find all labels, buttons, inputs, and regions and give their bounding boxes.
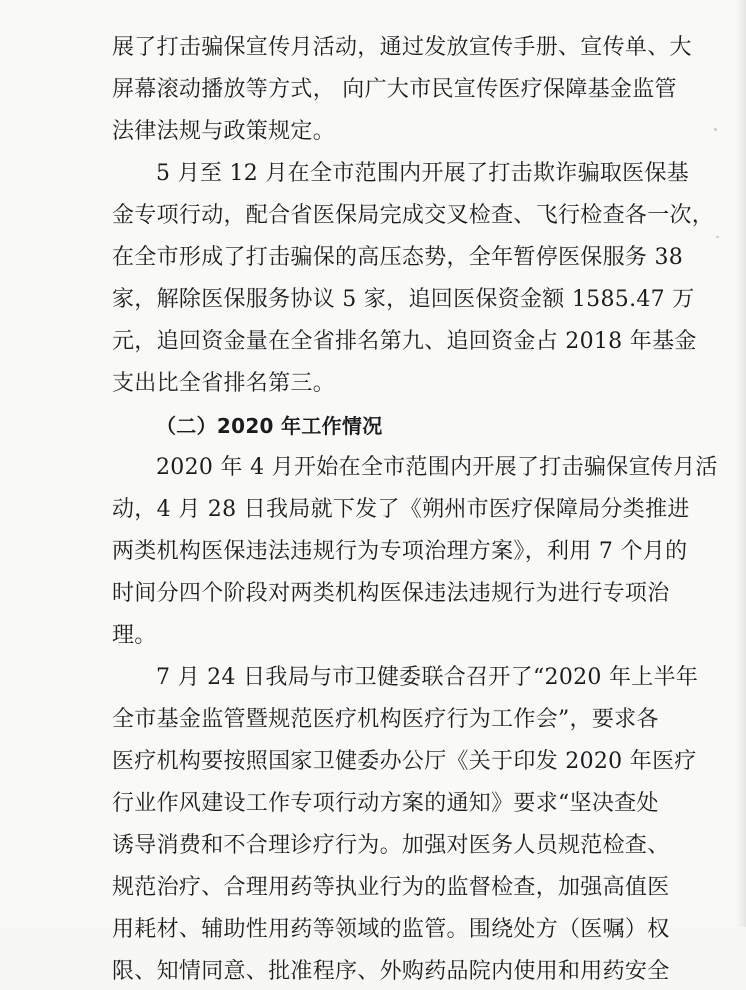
text-line: 行业作风建设工作专项行动方案的通知》要求“坚决查处	[112, 791, 659, 816]
text-line: 2020 年 4 月开始在全市范围内开展了打击骗保宣传月活	[156, 455, 718, 480]
text-line: 规范治疗、合理用药等执业行为的监督检查，加强高值医	[112, 875, 670, 900]
text-line: 时间分四个阶段对两类机构医保违法违规行为进行专项治	[112, 581, 670, 606]
page-edge-shadow	[736, 0, 746, 927]
scan-speck	[716, 236, 719, 238]
text-line: 支出比全省排名第三。	[112, 371, 336, 396]
text-line: 法律法规与政策规定。	[112, 119, 336, 144]
text-line: 诱导消费和不合理诊疗行为。加强对医务人员规范检查、	[112, 833, 670, 858]
text-line: 在全市形成了打击骗保的高压态势，全年暂停医保服务 38	[112, 245, 684, 270]
scan-speck	[714, 128, 717, 131]
text-line: 家，解除医保服务协议 5 家，追回医保资金额 1585.47 万	[112, 287, 695, 312]
text-line: 动，4 月 28 日我局就下发了《朔州市医疗保障局分类推进	[112, 497, 690, 522]
text-line: 限、知情同意、批准程序、外购药品院内使用和用药安全	[112, 959, 670, 984]
text-line: 全市基金监管暨规范医疗机构医疗行为工作会”，要求各	[112, 707, 659, 732]
text-line: 理。	[112, 623, 157, 648]
text-line: 元，追回资金量在全省排名第九、追回资金占 2018 年基金	[112, 329, 697, 354]
text-line: 屏幕滚动播放等方式， 向广大市民宣传医疗保障基金监管	[112, 77, 677, 102]
text-line: 用耗材、辅助性用药等领域的监管。围绕处方（医嘱）权	[112, 917, 670, 942]
text-line: 7 月 24 日我局与市卫健委联合召开了“2020 年上半年	[156, 665, 699, 690]
text-line: 两类机构医保违法违规行为专项治理方案》，利用 7 个月的	[112, 539, 688, 564]
text-line: 金专项行动，配合省医保局完成交叉检查、飞行检查各一次，	[112, 203, 715, 228]
text-line: 医疗机构要按照国家卫健委办公厅《关于印发 2020 年医疗	[112, 749, 697, 774]
section-heading: （二）2020 年工作情况	[156, 414, 383, 438]
text-line: 展了打击骗保宣传月活动，通过发放宣传手册、宣传单、大	[112, 35, 692, 60]
text-line: 5 月至 12 月在全市范围内开展了打击欺诈骗取医保基	[156, 161, 690, 186]
